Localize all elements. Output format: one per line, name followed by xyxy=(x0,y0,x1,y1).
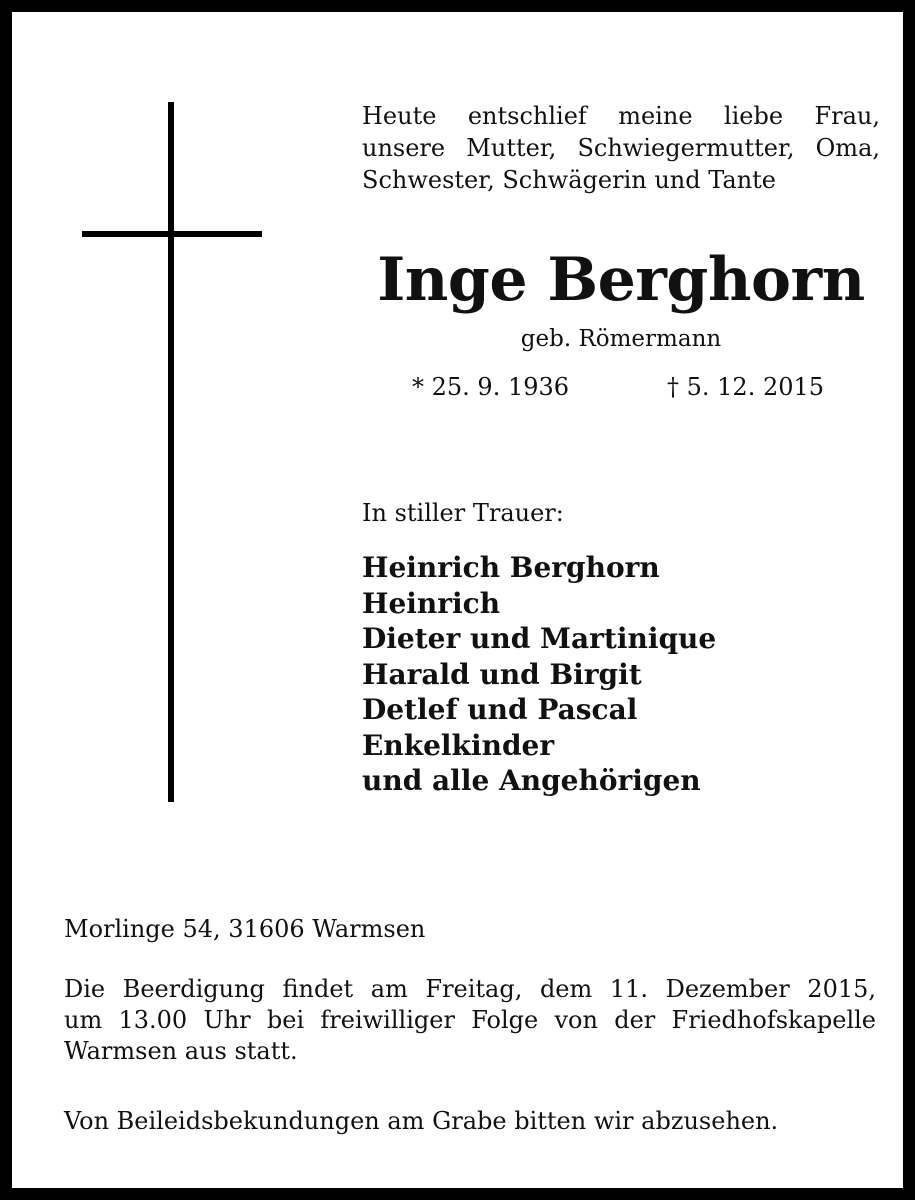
deceased-name: Inge Berghorn xyxy=(377,245,865,315)
mourning-heading: In stiller Trauer: xyxy=(362,499,564,527)
funeral-notice xyxy=(64,974,876,1067)
mourner-item: Detlef und Pascal xyxy=(362,693,638,726)
family-address: Morlinge 54, 31606 Warmsen xyxy=(64,915,426,943)
death-date: † 5. 12. 2015 xyxy=(667,373,825,401)
mourner-item: Enkelkinder xyxy=(362,728,555,762)
mourner-item: Heinrich xyxy=(362,586,501,620)
mourner-item: Heinrich Berghorn xyxy=(362,551,660,584)
maiden-name: geb. Römermann xyxy=(520,326,722,352)
funeral-line: Warmsen aus statt. xyxy=(64,1037,298,1065)
intro-line: Heute entschlief meine liebe Frau, xyxy=(362,102,880,130)
condolence-note: Von Beileidsbekundungen am Grabe bitten wir abzusehen. xyxy=(64,1107,779,1135)
cross-icon-vertical-bar xyxy=(168,102,174,802)
mourner-item: und alle Angehörigen xyxy=(362,764,701,797)
mourner-item: Harald und Birgit xyxy=(362,657,642,691)
birth-date: * 25. 9. 1936 xyxy=(412,373,570,401)
mourner-item: Dieter und Martinique xyxy=(362,622,717,655)
funeral-line: Die Beerdigung findet am Freitag, dem 11. Dezember 2015, xyxy=(64,975,876,1003)
intro-line: Schwester, Schwägerin und Tante xyxy=(362,166,776,194)
cross-icon-horizontal-bar xyxy=(82,231,262,237)
funeral-line: um 13.00 Uhr bei freiwilliger Folge von der Friedhofskapelle xyxy=(64,1006,876,1034)
intro-text xyxy=(362,100,880,196)
mourners-list xyxy=(362,550,716,799)
intro-line: unsere Mutter, Schwiegermutter, Oma, xyxy=(362,134,880,162)
